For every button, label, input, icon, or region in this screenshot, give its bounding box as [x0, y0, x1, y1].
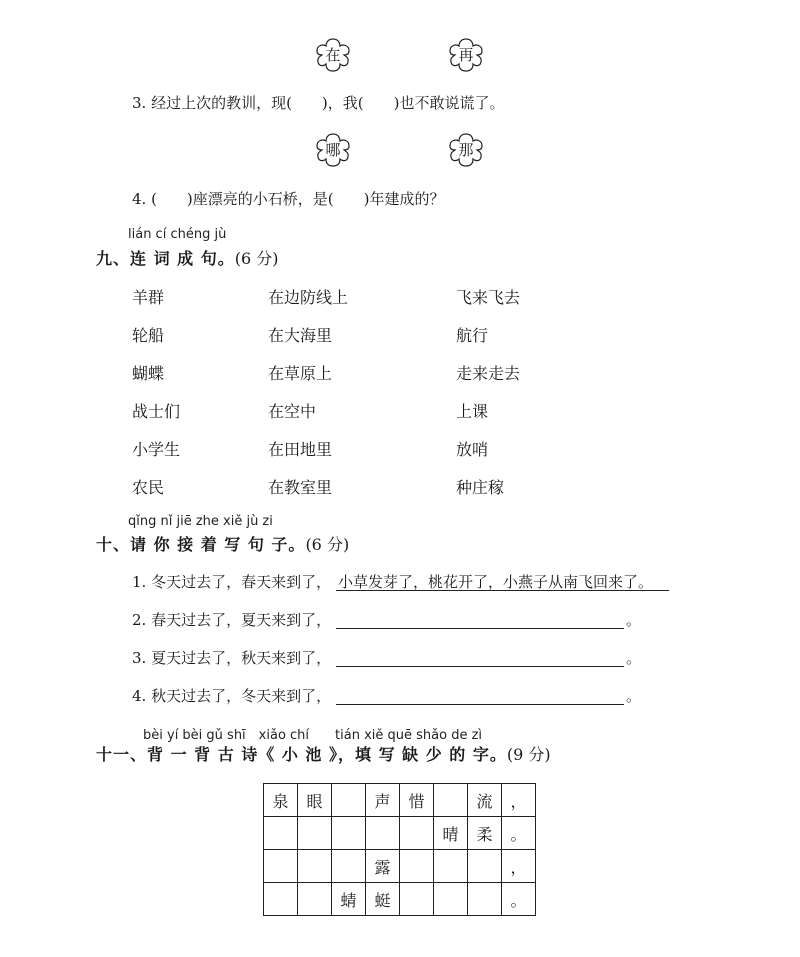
word-action: 走来走去 [456, 364, 521, 383]
poem-cell[interactable] [468, 850, 502, 883]
poem-row [264, 883, 536, 916]
poem-cell[interactable] [400, 883, 434, 916]
poem-cell[interactable] [468, 883, 502, 916]
char-option: 在 [325, 46, 341, 64]
poem-cell: 眼 [298, 784, 332, 817]
word-action: 航行 [456, 326, 489, 345]
poem-cell: 惜 [400, 784, 434, 817]
answer-line [336, 590, 669, 591]
poem-cell[interactable] [434, 784, 468, 817]
word-subject: 战士们 [132, 402, 181, 421]
char-option: 哪 [325, 141, 341, 159]
poem-cell[interactable] [264, 817, 298, 850]
poem-cell: 蜻 [332, 883, 366, 916]
flower-char-box [313, 35, 353, 75]
word-action: 上课 [456, 402, 489, 421]
answer-line[interactable] [336, 628, 624, 629]
word-action: 放哨 [456, 440, 489, 459]
char-option: 那 [458, 141, 474, 159]
poem-cell[interactable] [434, 883, 468, 916]
section-points: (9 分) [506, 745, 551, 764]
poem-cell[interactable] [434, 850, 468, 883]
poem-cell[interactable] [332, 784, 366, 817]
word-place: 在草原上 [268, 364, 333, 383]
answer-line[interactable] [336, 704, 624, 705]
word-place: 在空中 [268, 402, 317, 421]
word-subject: 羊群 [132, 288, 165, 307]
poem-row [264, 817, 536, 850]
section-pinyin: bèi yí bèi gǔ shī xiǎo chí tián xiě quē shǎo de zì [143, 728, 483, 743]
poem-cell: ， [502, 850, 536, 883]
poem-cell: 蜓 [366, 883, 400, 916]
poem-cell[interactable] [332, 817, 366, 850]
sentence-prefix: 2. 春天过去了，夏天来到了， [132, 611, 332, 629]
section-points: (6 分) [305, 535, 350, 554]
sentence-end: 。 [626, 611, 642, 629]
poem-cell[interactable] [400, 817, 434, 850]
flower-char-box [446, 130, 486, 170]
poem-cell: 声 [366, 784, 400, 817]
section-heading [96, 742, 551, 765]
section-heading [96, 532, 349, 555]
char-option: 再 [458, 46, 474, 64]
poem-cell[interactable] [264, 850, 298, 883]
poem-cell[interactable] [366, 817, 400, 850]
poem-grid [263, 783, 536, 916]
poem-cell: ， [502, 784, 536, 817]
flower-char-box [313, 130, 353, 170]
poem-cell[interactable] [332, 850, 366, 883]
word-place: 在边防线上 [268, 288, 349, 307]
poem-cell: 流 [468, 784, 502, 817]
section-points: (6 分) [234, 249, 279, 268]
section-heading [96, 246, 278, 269]
word-subject: 蝴蝶 [132, 364, 165, 383]
word-action: 飞来飞去 [456, 288, 521, 307]
word-place: 在大海里 [268, 326, 333, 345]
word-subject: 小学生 [132, 440, 181, 459]
poem-cell[interactable] [298, 850, 332, 883]
word-place: 在田地里 [268, 440, 333, 459]
sentence-answer: 小草发芽了，桃花开了，小燕子从南飞回来了。 [338, 573, 654, 591]
section-title: 九、连 词 成 句。 [96, 249, 235, 268]
section-pinyin: lián cí chéng jù [128, 227, 227, 242]
poem-row [264, 784, 536, 817]
sentence-end: 。 [626, 687, 642, 705]
section-pinyin: qǐng nǐ jiē zhe xiě jù zi [128, 514, 273, 529]
flower-char-box [446, 35, 486, 75]
word-place: 在教室里 [268, 478, 333, 497]
answer-line[interactable] [336, 666, 624, 667]
poem-cell[interactable] [298, 883, 332, 916]
sentence-prefix: 3. 夏天过去了，秋天来到了， [132, 649, 332, 667]
fill-sentence: 4. ( )座漂亮的小石桥，是( )年建成的？ [132, 190, 445, 208]
sentence-prefix: 1. 冬天过去了，春天来到了， [132, 573, 332, 591]
sentence-prefix: 4. 秋天过去了，冬天来到了， [132, 687, 332, 705]
poem-cell: 泉 [264, 784, 298, 817]
fill-sentence: 3. 经过上次的教训，现( )，我( )也不敢说谎了。 [132, 94, 505, 112]
poem-cell: 。 [502, 817, 536, 850]
poem-row [264, 850, 536, 883]
poem-cell: 柔 [468, 817, 502, 850]
section-title: 十、请 你 接 着 写 句 子。 [96, 535, 306, 554]
word-action: 种庄稼 [456, 478, 505, 497]
poem-cell[interactable] [400, 850, 434, 883]
poem-cell[interactable] [298, 817, 332, 850]
word-subject: 轮船 [132, 326, 165, 345]
poem-cell: 。 [502, 883, 536, 916]
poem-cell[interactable] [264, 883, 298, 916]
sentence-end: 。 [626, 649, 642, 667]
section-title: 十一、背 一 背 古 诗《 小 池 》，填 写 缺 少 的 字。 [96, 745, 507, 764]
poem-cell: 晴 [434, 817, 468, 850]
poem-cell: 露 [366, 850, 400, 883]
word-subject: 农民 [132, 478, 165, 497]
